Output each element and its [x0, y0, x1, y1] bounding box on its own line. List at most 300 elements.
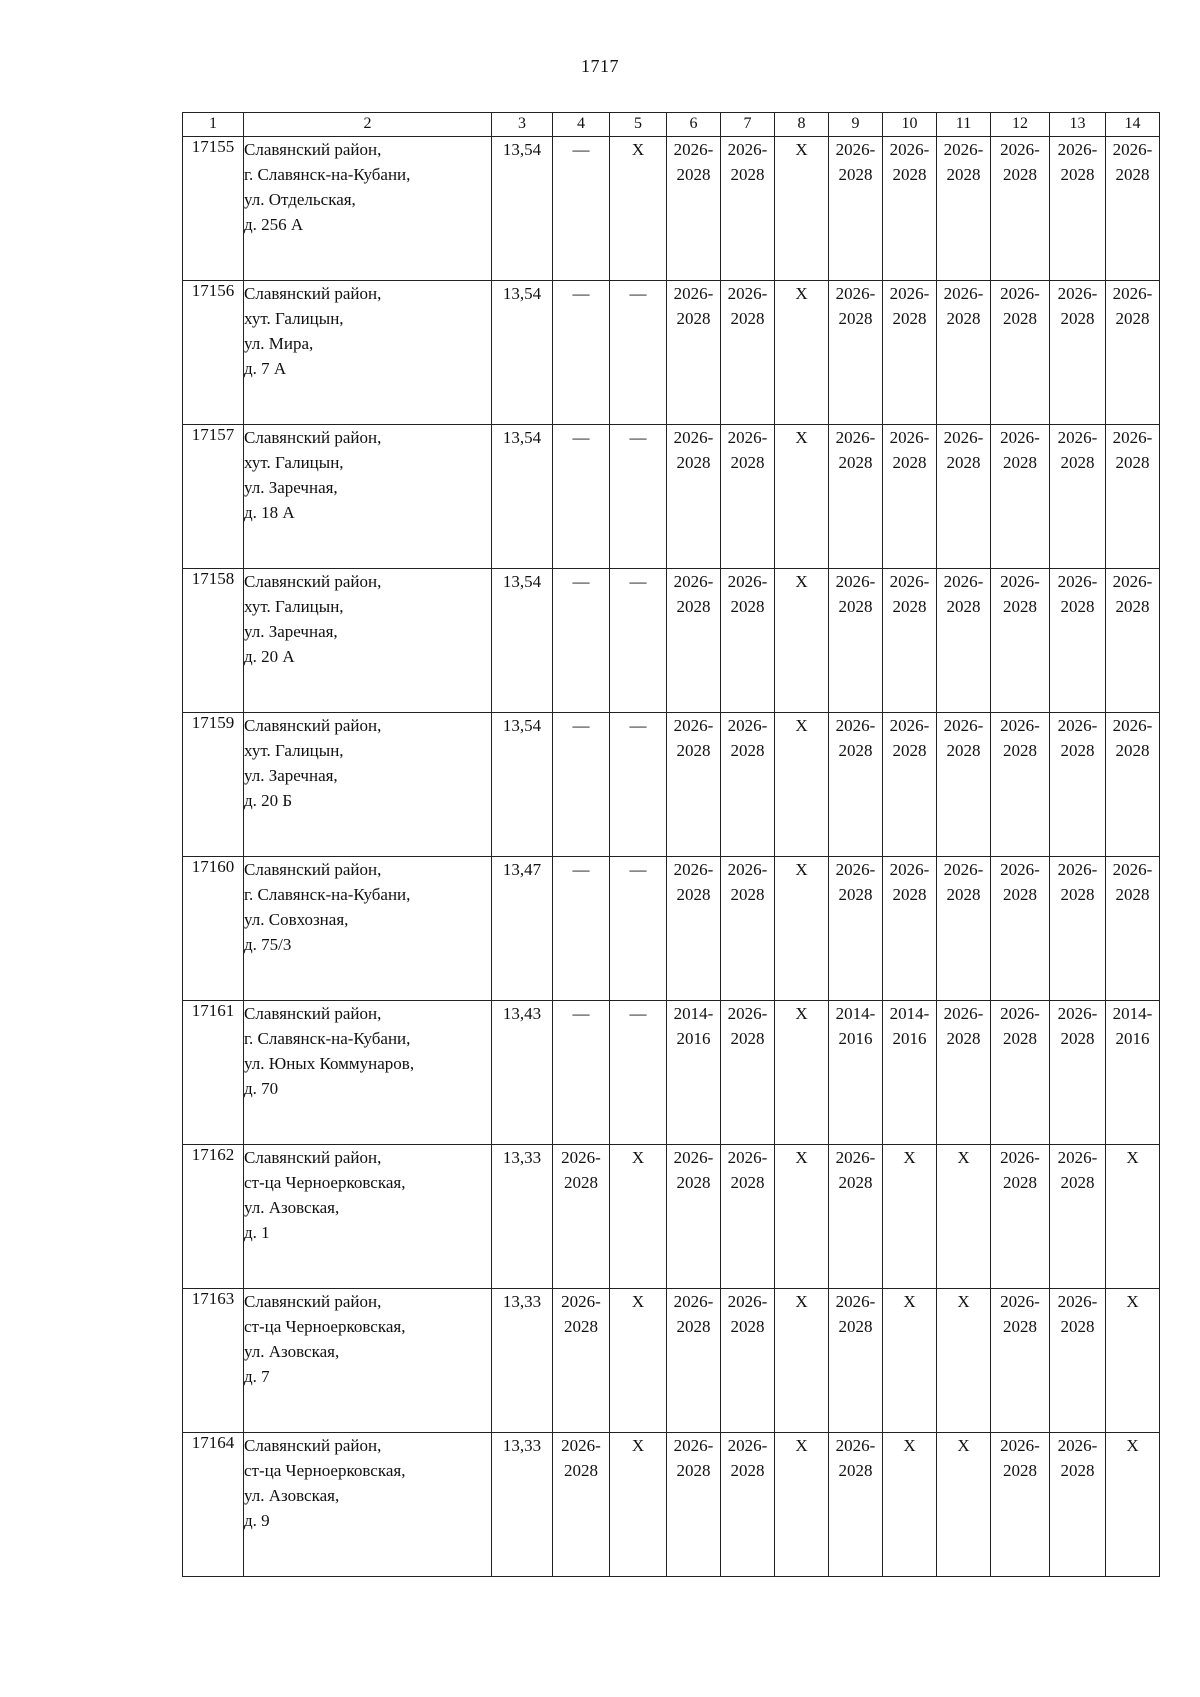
table-row — [183, 1145, 1160, 1289]
address-line: ст-ца Черноерковская, — [244, 1173, 406, 1192]
period-value: — — [572, 428, 590, 447]
period-cell — [883, 713, 937, 857]
period-cell — [829, 1001, 883, 1145]
period-value: 2026- 2028 — [889, 716, 930, 760]
column-header: 1 — [183, 113, 244, 137]
period-value: X — [631, 140, 645, 159]
column-header: 4 — [553, 113, 610, 137]
table-row — [183, 1289, 1160, 1433]
address-line: д. 20 А — [244, 647, 295, 666]
period-cell — [1106, 425, 1160, 569]
period-value: 2026- 2028 — [889, 140, 930, 184]
period-value: 2026- 2028 — [673, 1436, 714, 1480]
period-cell — [553, 137, 610, 281]
period-cell — [553, 425, 610, 569]
period-cell — [1050, 1001, 1106, 1145]
period-cell — [829, 1433, 883, 1577]
period-cell — [667, 713, 721, 857]
row-number: 17156 — [183, 281, 244, 425]
period-cell — [775, 137, 829, 281]
address-line: д. 9 — [244, 1511, 270, 1530]
period-cell — [991, 1145, 1050, 1289]
period-cell — [667, 1433, 721, 1577]
table-row — [183, 1001, 1160, 1145]
period-value: X — [1126, 1292, 1139, 1311]
period-value: 2026- 2028 — [1112, 572, 1153, 616]
table-row — [183, 713, 1160, 857]
address-cell — [244, 137, 492, 281]
period-value: X — [1126, 1436, 1139, 1455]
period-cell — [991, 857, 1050, 1001]
table-row — [183, 1433, 1160, 1577]
row-number: 17162 — [183, 1145, 244, 1289]
period-cell — [610, 425, 667, 569]
period-value: 2026- 2028 — [1112, 860, 1153, 904]
value-cell: 13,33 — [492, 1433, 553, 1577]
period-value: 2026- 2028 — [943, 284, 984, 328]
period-value: 2026- 2028 — [835, 140, 876, 184]
table-body — [183, 137, 1160, 1577]
period-cell — [1050, 137, 1106, 281]
period-value: X — [795, 428, 808, 447]
period-cell — [610, 713, 667, 857]
row-number: 17160 — [183, 857, 244, 1001]
address-cell — [244, 1289, 492, 1433]
period-cell — [610, 1433, 667, 1577]
period-value: X — [795, 140, 808, 159]
period-value: 2026- 2028 — [889, 860, 930, 904]
period-cell — [721, 1001, 775, 1145]
value-cell: 13,33 — [492, 1145, 553, 1289]
period-value: 2026- 2028 — [673, 716, 714, 760]
period-cell — [829, 1289, 883, 1433]
period-cell — [829, 569, 883, 713]
period-cell — [1050, 713, 1106, 857]
period-cell — [1106, 281, 1160, 425]
period-value: 2026- 2028 — [943, 140, 984, 184]
period-value: 2026- 2028 — [673, 572, 714, 616]
period-cell — [829, 281, 883, 425]
period-value: — — [572, 716, 590, 735]
period-cell — [883, 1433, 937, 1577]
period-value: X — [631, 1436, 645, 1455]
address-line: Славянский район, — [244, 860, 382, 879]
period-value: 2026- 2028 — [1112, 284, 1153, 328]
period-value: X — [795, 716, 808, 735]
period-value: 2026- 2028 — [1000, 284, 1040, 328]
period-value: 2026- 2028 — [1112, 140, 1153, 184]
period-value: 2026- 2028 — [889, 284, 930, 328]
period-value: X — [903, 1436, 916, 1455]
column-header: 3 — [492, 113, 553, 137]
period-cell — [610, 1289, 667, 1433]
period-value: 2026- 2028 — [835, 1148, 876, 1192]
address-line: д. 7 — [244, 1367, 270, 1386]
address-line: ст-ца Черноерковская, — [244, 1317, 406, 1336]
period-cell — [775, 1289, 829, 1433]
period-value: 2026- 2028 — [1057, 1004, 1098, 1048]
period-value: 2026- 2028 — [727, 284, 768, 328]
period-value: 2026- 2028 — [943, 428, 984, 472]
address-line: хут. Галицын, — [244, 741, 344, 760]
value-cell: 13,54 — [492, 137, 553, 281]
period-cell — [1106, 1289, 1160, 1433]
address-line: д. 1 — [244, 1223, 270, 1242]
period-value: 2026- 2028 — [673, 1148, 714, 1192]
period-cell — [829, 137, 883, 281]
period-cell — [991, 1289, 1050, 1433]
column-header: 5 — [610, 113, 667, 137]
address-cell — [244, 569, 492, 713]
period-cell — [721, 713, 775, 857]
value-cell: 13,33 — [492, 1289, 553, 1433]
period-cell — [991, 425, 1050, 569]
column-header: 2 — [244, 113, 492, 137]
period-value: 2026- 2028 — [727, 140, 768, 184]
period-value: 2026- 2028 — [835, 716, 876, 760]
period-value: — — [629, 284, 647, 303]
period-cell — [1106, 1433, 1160, 1577]
period-value: 2014- 2016 — [673, 1004, 714, 1048]
period-cell — [883, 569, 937, 713]
period-cell — [1050, 1145, 1106, 1289]
address-line: ул. Мира, — [244, 334, 314, 353]
period-cell — [667, 281, 721, 425]
period-cell — [991, 713, 1050, 857]
period-value: 2026- 2028 — [1000, 1436, 1040, 1480]
period-value: 2026- 2028 — [835, 284, 876, 328]
address-line: Славянский район, — [244, 1004, 382, 1023]
period-cell — [721, 1433, 775, 1577]
address-line: Славянский район, — [244, 428, 382, 447]
address-line: хут. Галицын, — [244, 597, 344, 616]
address-line: Славянский район, — [244, 284, 382, 303]
period-cell — [775, 857, 829, 1001]
period-value: — — [629, 860, 647, 879]
period-value: 2026- 2028 — [727, 1004, 768, 1048]
row-number: 17158 — [183, 569, 244, 713]
period-value: 2026- 2028 — [1000, 860, 1040, 904]
row-number: 17163 — [183, 1289, 244, 1433]
address-line: Славянский район, — [244, 1148, 382, 1167]
period-cell — [883, 425, 937, 569]
period-cell — [721, 857, 775, 1001]
period-cell — [553, 1433, 610, 1577]
period-value: 2014- 2016 — [835, 1004, 876, 1048]
period-value: 2026- 2028 — [1057, 428, 1098, 472]
address-line: д. 18 А — [244, 503, 295, 522]
period-cell — [610, 1001, 667, 1145]
period-cell — [883, 857, 937, 1001]
period-cell — [1050, 1433, 1106, 1577]
period-cell — [991, 1001, 1050, 1145]
row-number: 17159 — [183, 713, 244, 857]
address-line: ст-ца Черноерковская, — [244, 1461, 406, 1480]
column-header: 8 — [775, 113, 829, 137]
address-cell — [244, 713, 492, 857]
address-line: ул. Азовская, — [244, 1198, 340, 1217]
period-value: 2014- 2016 — [1112, 1004, 1153, 1048]
period-value: X — [795, 1292, 808, 1311]
period-cell — [775, 281, 829, 425]
period-cell — [883, 281, 937, 425]
row-number: 17155 — [183, 137, 244, 281]
value-cell: 13,54 — [492, 713, 553, 857]
period-cell — [937, 1289, 991, 1433]
period-cell — [721, 1289, 775, 1433]
address-line: д. 256 А — [244, 215, 304, 234]
period-value: — — [629, 716, 647, 735]
table-row — [183, 425, 1160, 569]
period-cell — [937, 1001, 991, 1145]
page-number: 1717 — [581, 56, 619, 76]
period-value: — — [572, 284, 590, 303]
period-value: 2026- 2028 — [835, 428, 876, 472]
header-row — [183, 113, 1160, 137]
address-line: хут. Галицын, — [244, 309, 344, 328]
period-value: X — [957, 1148, 970, 1167]
period-cell — [610, 137, 667, 281]
period-value: 2026- 2028 — [1057, 1292, 1098, 1336]
address-line: ул. Заречная, — [244, 622, 338, 641]
period-value: 2026- 2028 — [1057, 716, 1098, 760]
data-table — [182, 112, 1160, 1577]
address-line: хут. Галицын, — [244, 453, 344, 472]
period-cell — [1106, 1001, 1160, 1145]
value-cell: 13,47 — [492, 857, 553, 1001]
address-cell — [244, 1001, 492, 1145]
address-line: ул. Заречная, — [244, 766, 338, 785]
address-cell — [244, 1433, 492, 1577]
period-value: 2026- 2028 — [673, 140, 714, 184]
period-value: X — [795, 284, 808, 303]
period-cell — [1050, 281, 1106, 425]
period-value: 2026- 2028 — [727, 428, 768, 472]
address-cell — [244, 1145, 492, 1289]
period-cell — [775, 1145, 829, 1289]
period-cell — [721, 137, 775, 281]
period-cell — [937, 137, 991, 281]
period-cell — [883, 1289, 937, 1433]
period-value: 2026- 2028 — [1000, 428, 1040, 472]
period-value: 2026- 2028 — [1000, 140, 1040, 184]
period-value: 2026- 2028 — [889, 428, 930, 472]
period-value: 2026- 2028 — [943, 860, 984, 904]
period-value: 2026- 2028 — [1057, 284, 1098, 328]
period-value: X — [631, 1292, 645, 1311]
period-value: — — [629, 1004, 647, 1023]
address-cell — [244, 281, 492, 425]
period-cell — [991, 281, 1050, 425]
address-line: Славянский район, — [244, 1436, 382, 1455]
period-value: 2026- 2028 — [727, 1148, 768, 1192]
column-header: 12 — [991, 113, 1050, 137]
address-cell — [244, 857, 492, 1001]
period-value: 2026- 2028 — [1057, 860, 1098, 904]
period-cell — [1050, 857, 1106, 1001]
period-cell — [667, 1145, 721, 1289]
period-cell — [610, 857, 667, 1001]
period-value: — — [572, 1004, 590, 1023]
period-value: 2026- 2028 — [943, 1004, 984, 1048]
column-header: 14 — [1106, 113, 1160, 137]
period-value: X — [795, 1004, 808, 1023]
column-header: 9 — [829, 113, 883, 137]
address-line: г. Славянск-на-Кубани, — [244, 885, 411, 904]
period-value: 2026- 2028 — [1000, 1292, 1040, 1336]
period-value: 2026- 2028 — [943, 572, 984, 616]
period-cell — [883, 1001, 937, 1145]
period-cell — [610, 1145, 667, 1289]
period-cell — [667, 569, 721, 713]
period-cell — [667, 857, 721, 1001]
period-value: — — [572, 572, 590, 591]
address-cell — [244, 425, 492, 569]
period-value: — — [572, 860, 590, 879]
period-value: 2014- 2016 — [889, 1004, 930, 1048]
address-line: ул. Заречная, — [244, 478, 338, 497]
period-cell — [1050, 425, 1106, 569]
period-cell — [1106, 569, 1160, 713]
period-value: 2026- 2028 — [561, 1436, 601, 1480]
period-cell — [667, 425, 721, 569]
period-cell — [1050, 1289, 1106, 1433]
period-cell — [553, 1001, 610, 1145]
period-cell — [775, 1433, 829, 1577]
period-value: 2026- 2028 — [835, 860, 876, 904]
period-cell — [991, 137, 1050, 281]
period-value: 2026- 2028 — [673, 860, 714, 904]
period-value: 2026- 2028 — [943, 716, 984, 760]
period-value: 2026- 2028 — [1057, 140, 1098, 184]
period-cell — [553, 857, 610, 1001]
period-cell — [991, 1433, 1050, 1577]
period-value: X — [631, 1148, 645, 1167]
value-cell: 13,54 — [492, 281, 553, 425]
period-value: 2026- 2028 — [561, 1148, 601, 1192]
period-value: 2026- 2028 — [1000, 572, 1040, 616]
address-line: Славянский район, — [244, 140, 382, 159]
period-cell — [553, 1289, 610, 1433]
table-row — [183, 137, 1160, 281]
period-value: 2026- 2028 — [727, 1292, 768, 1336]
value-cell: 13,54 — [492, 569, 553, 713]
period-cell — [610, 281, 667, 425]
period-cell — [610, 569, 667, 713]
period-cell — [553, 1145, 610, 1289]
period-cell — [721, 281, 775, 425]
period-cell — [721, 569, 775, 713]
period-cell — [937, 425, 991, 569]
column-header: 13 — [1050, 113, 1106, 137]
period-cell — [775, 1001, 829, 1145]
column-header: 6 — [667, 113, 721, 137]
period-value: X — [957, 1292, 970, 1311]
period-value: X — [795, 1436, 808, 1455]
address-line: Славянский район, — [244, 716, 382, 735]
row-number: 17157 — [183, 425, 244, 569]
period-cell — [883, 137, 937, 281]
period-cell — [1106, 1145, 1160, 1289]
address-line: г. Славянск-на-Кубани, — [244, 1029, 411, 1048]
period-value: 2026- 2028 — [673, 284, 714, 328]
period-value: 2026- 2028 — [835, 572, 876, 616]
address-line: ул. Азовская, — [244, 1342, 340, 1361]
period-value: 2026- 2028 — [1112, 716, 1153, 760]
period-cell — [721, 1145, 775, 1289]
period-value: 2026- 2028 — [1057, 572, 1098, 616]
period-value: 2026- 2028 — [835, 1292, 876, 1336]
period-value: 2026- 2028 — [1000, 1004, 1040, 1048]
address-line: д. 20 Б — [244, 791, 293, 810]
period-cell — [667, 137, 721, 281]
table-row — [183, 569, 1160, 713]
address-line: Славянский район, — [244, 1292, 382, 1311]
address-line: ул. Юных Коммунаров, — [244, 1054, 415, 1073]
period-cell — [775, 425, 829, 569]
address-line: Славянский район, — [244, 572, 382, 591]
period-value: 2026- 2028 — [727, 860, 768, 904]
address-line: ул. Совхозная, — [244, 910, 349, 929]
period-cell — [553, 569, 610, 713]
period-value: X — [795, 860, 808, 879]
period-cell — [1106, 137, 1160, 281]
address-line: д. 7 А — [244, 359, 287, 378]
period-cell — [1106, 857, 1160, 1001]
period-cell — [553, 281, 610, 425]
period-cell — [937, 713, 991, 857]
period-value: 2026- 2028 — [889, 572, 930, 616]
column-header: 11 — [937, 113, 991, 137]
period-cell — [883, 1145, 937, 1289]
address-line: д. 70 — [244, 1079, 279, 1098]
period-cell — [553, 713, 610, 857]
row-number: 17161 — [183, 1001, 244, 1145]
period-cell — [1050, 569, 1106, 713]
period-value: 2026- 2028 — [727, 716, 768, 760]
period-value: 2026- 2028 — [673, 428, 714, 472]
period-value: 2026- 2028 — [1000, 1148, 1040, 1192]
value-cell: 13,54 — [492, 425, 553, 569]
period-cell — [1106, 713, 1160, 857]
period-value: 2026- 2028 — [673, 1292, 714, 1336]
period-cell — [829, 1145, 883, 1289]
table-row — [183, 281, 1160, 425]
address-line: д. 75/3 — [244, 935, 292, 954]
period-value: — — [629, 572, 647, 591]
period-cell — [721, 425, 775, 569]
period-value: X — [1126, 1148, 1139, 1167]
period-value: X — [795, 572, 808, 591]
period-cell — [937, 1145, 991, 1289]
period-value: 2026- 2028 — [1057, 1148, 1098, 1192]
address-line: ул. Азовская, — [244, 1486, 340, 1505]
period-value: 2026- 2028 — [1112, 428, 1153, 472]
period-value: X — [795, 1148, 808, 1167]
period-cell — [829, 857, 883, 1001]
period-value: 2026- 2028 — [561, 1292, 601, 1336]
period-value: 2026- 2028 — [835, 1436, 876, 1480]
period-cell — [937, 1433, 991, 1577]
address-line: ул. Отдельская, — [244, 190, 356, 209]
period-value: X — [903, 1148, 916, 1167]
period-cell — [937, 857, 991, 1001]
period-value: X — [957, 1436, 970, 1455]
period-cell — [667, 1001, 721, 1145]
period-cell — [937, 569, 991, 713]
address-line: г. Славянск-на-Кубани, — [244, 165, 411, 184]
period-value: — — [629, 428, 647, 447]
